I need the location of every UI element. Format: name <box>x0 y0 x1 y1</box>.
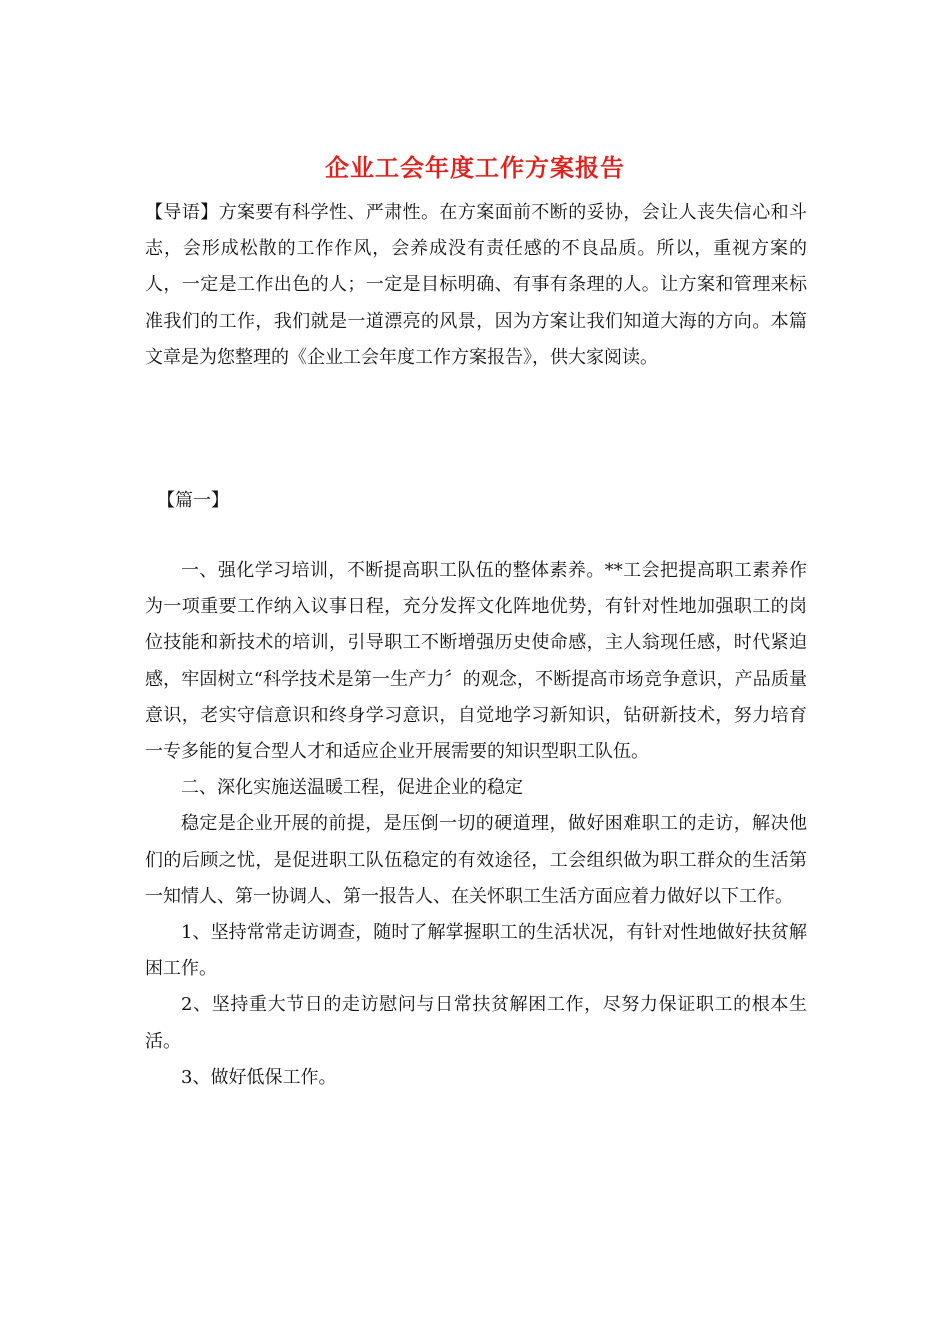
body-paragraph: 稳定是企业开展的前提，是压倒一切的硬道理，做好困难职工的走访，解决他们的后顾之忧，是促进职工队伍稳定的有效途径，工会组织做为职工群众的生活第一知情人、第一协调人、第一报告人、在关怀职工生活方面应着力做好以下工作。 <box>145 813 807 907</box>
body-text <box>145 553 807 1096</box>
intro-paragraph: 【导语】方案要有科学性、严肃性。在方案面前不断的妥协，会让人丧失信心和斗志，会形成松散的工作作风，会养成没有责任感的不良品质。所以，重视方案的人，一定是工作出色的人；一定是目标明确、有事有条理的人。让方案和管理来标准我们的工作，我们就是一道漂亮的风景，因为方案让我们知道大海的方向。本篇文章是为您整理的《企业工会年度工作方案报告》，供大家阅读。 <box>145 202 807 368</box>
body-paragraph: 3、做好低保工作。 <box>181 1066 337 1088</box>
document-title: 企业工会年度工作方案报告 <box>325 153 625 182</box>
body-paragraph: 2、坚持重大节日的走访慰问与日常扶贫解困工作，尽努力保证职工的根本生活。 <box>145 994 807 1052</box>
body-paragraph: 1、坚持常常走访调查，随时了解掌握职工的生活状况，有针对性地做好扶贫解困工作。 <box>145 922 807 980</box>
body-paragraph: 一、强化学习培训，不断提高职工队伍的整体素养。**工会把提高职工素养作为一项重要工作纳入议事日程，充分发挥文化阵地优势，有针对性地加强职工的岗位技能和新技术的培训，引导职工不断增强历史使命感，主人翁现任感，时代紧迫感，牢固树立“科学技术是第一生产力〞的观念，不断提高市场竞争意识，产品质量意识，老实守信意识和终身学习意识，自觉地学习新知识，钻研新技术，努力培育一专多能的复合型人才和适应企业开展需要的知识型职工队伍。 <box>145 560 807 763</box>
section-label: 【篇一】 <box>157 490 229 511</box>
body-paragraph: 二、深化实施送温暖工程，促进企业的稳定 <box>181 777 523 799</box>
